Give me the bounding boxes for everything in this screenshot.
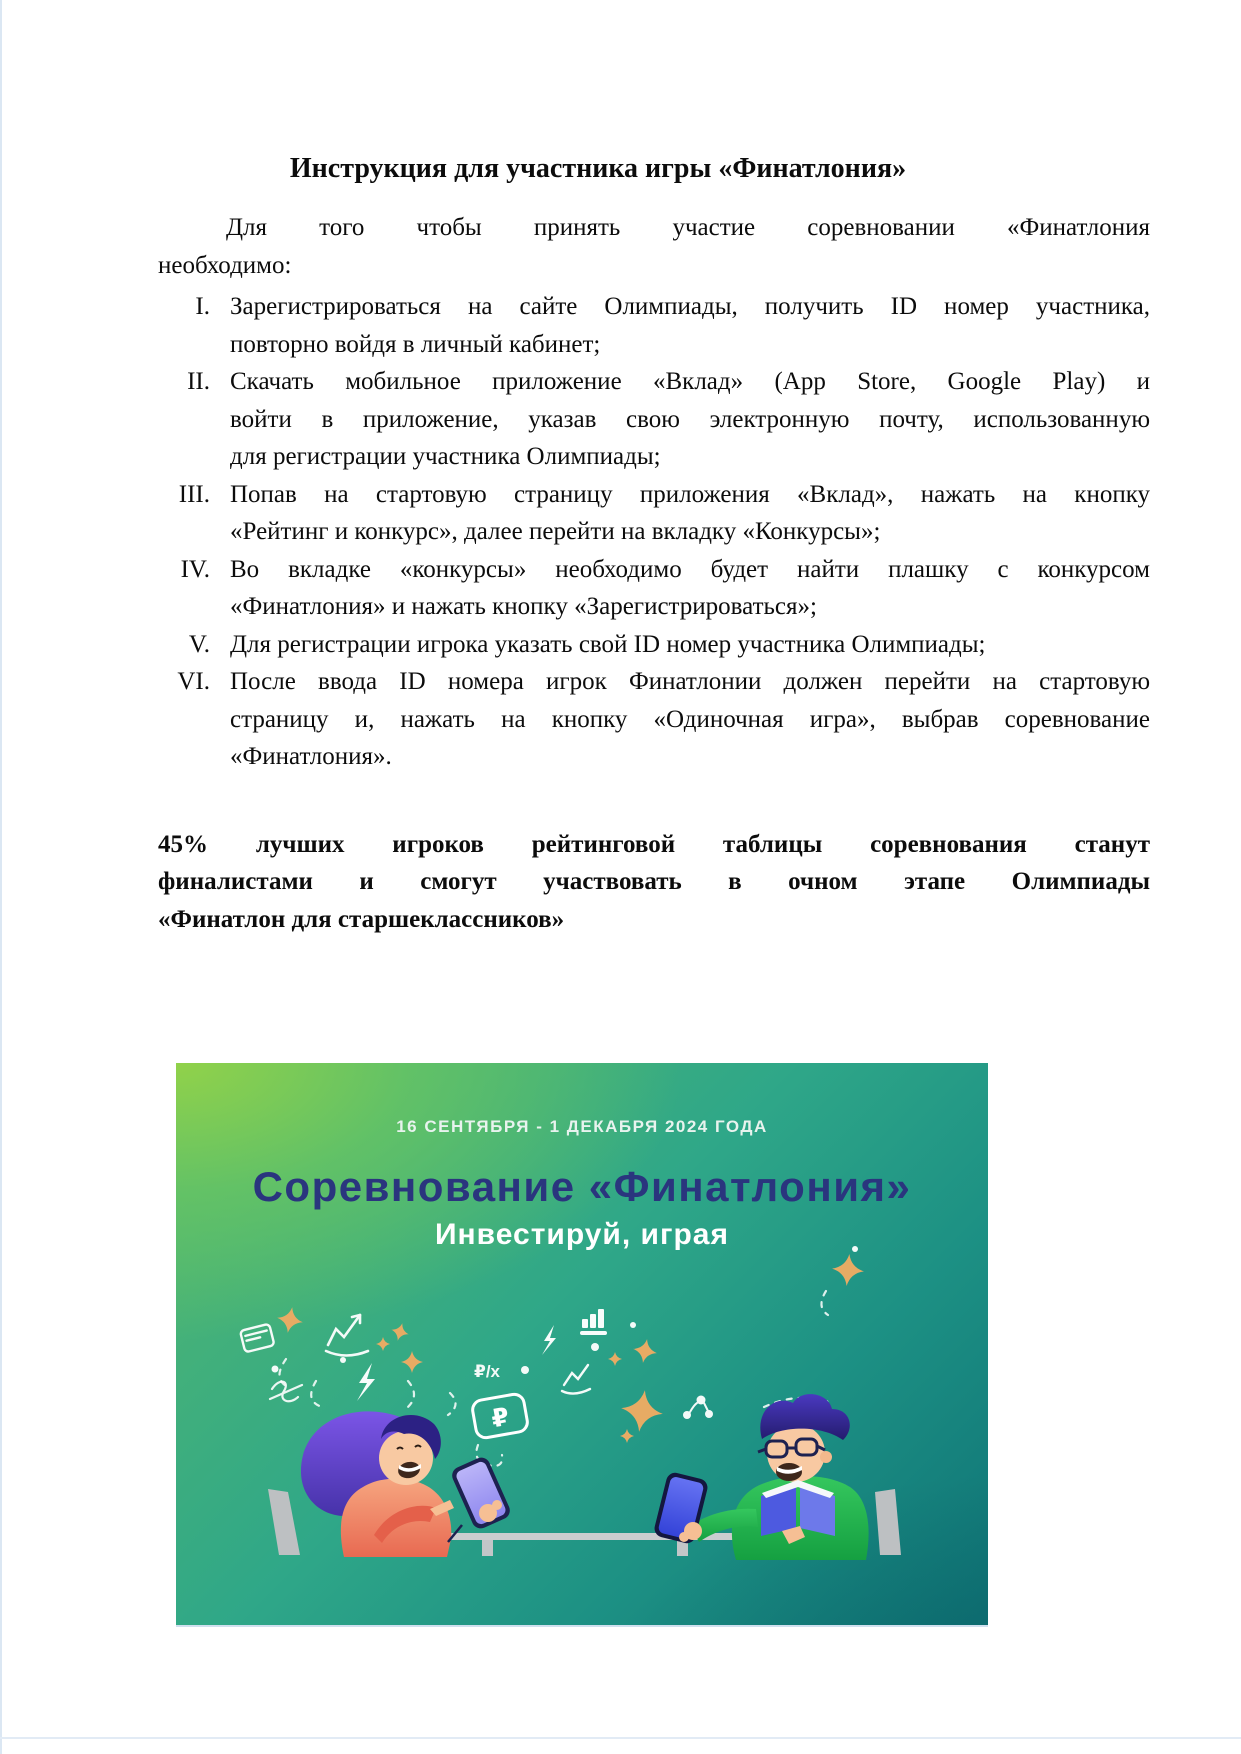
scan-artifact-left bbox=[0, 0, 2, 1754]
ruble-formula-text: ₽/x bbox=[474, 1362, 501, 1381]
text-line: Скачать мобильное приложение «Вклад» (App Store, Google Play) и bbox=[230, 368, 1150, 395]
bar-chart-icon bbox=[580, 1309, 607, 1335]
list-item-text bbox=[230, 288, 1150, 363]
list-item bbox=[158, 288, 1150, 363]
boy-phone-thumb bbox=[679, 1532, 689, 1542]
list-item-text bbox=[230, 663, 1150, 776]
list-item-text bbox=[230, 626, 1150, 664]
document-content bbox=[158, 0, 1150, 938]
list-item bbox=[158, 626, 1150, 664]
line-chart-icon bbox=[326, 1315, 368, 1356]
list-item-text bbox=[230, 363, 1150, 476]
girl-phone bbox=[449, 1455, 512, 1532]
lightning-icon bbox=[542, 1325, 556, 1355]
list-marker: III. bbox=[178, 480, 210, 508]
svg-text:₽: ₽ bbox=[489, 1402, 512, 1434]
text-line: «Финатлония». bbox=[230, 743, 392, 770]
intro-paragraph bbox=[158, 209, 1150, 284]
text-line: страницу и, нажать на кнопку «Одиночная игра», выбрав соревнование bbox=[230, 705, 1150, 733]
chair-left bbox=[268, 1489, 300, 1555]
numbered-list bbox=[158, 288, 1150, 776]
text-line: 45% лучших игроков рейтинговой таблицы соревнования станут bbox=[158, 830, 1150, 858]
text-line: «Финатлон для старшеклассников» bbox=[158, 905, 565, 933]
share-molecule-icon bbox=[683, 1396, 713, 1420]
text-line: войти в приложение, указав свою электронную почту, использованную bbox=[230, 405, 1150, 433]
list-marker: I. bbox=[195, 293, 210, 320]
mini-chart-icon bbox=[562, 1365, 590, 1394]
text-line: финалистами и смогут участвовать в очном этапе Олимпиады bbox=[158, 868, 1150, 895]
girl-holding-thumb bbox=[492, 1500, 502, 1510]
text-line: «Финатлония» и нажать кнопку «Зарегистрироваться»; bbox=[230, 593, 817, 620]
text-line: Попав на стартовую страницу приложения «Вклад», нажать на кнопку bbox=[230, 480, 1150, 508]
poster-image bbox=[176, 1063, 988, 1627]
chair-right bbox=[875, 1489, 901, 1555]
text-line: «Рейтинг и конкурс», далее перейти на вкладку «Конкурсы»; bbox=[230, 518, 881, 545]
list-marker: IV. bbox=[180, 555, 210, 583]
boy-ear bbox=[820, 1451, 832, 1463]
text-line: повторно войдя в личный кабинет; bbox=[230, 330, 601, 358]
list-item bbox=[158, 663, 1150, 776]
poster-subtitle: Инвестируй, играя bbox=[434, 1218, 730, 1251]
poster-dates: 16 СЕНТЯБРЯ - 1 ДЕКАБРЯ 2024 ГОДА bbox=[396, 1117, 768, 1136]
list-marker: VI. bbox=[177, 668, 210, 695]
poster-title: Соревнование «Финатлония» bbox=[252, 1163, 912, 1210]
scribble-icon bbox=[270, 1382, 302, 1402]
page-title: Инструкция для участника игры «Финатлония» bbox=[289, 153, 907, 184]
list-item bbox=[158, 363, 1150, 476]
text-line: После ввода ID номера игрок Финатлонии должен перейти на стартовую bbox=[230, 668, 1150, 695]
highlight-paragraph bbox=[158, 826, 1150, 939]
text-line: Во вкладке «конкурсы» необходимо будет найти плашку с конкурсом bbox=[230, 555, 1150, 583]
list-item bbox=[158, 551, 1150, 626]
text-line: для регистрации участника Олимпиады; bbox=[230, 443, 661, 470]
list-item-text bbox=[230, 551, 1150, 626]
list-marker: V. bbox=[188, 630, 210, 658]
scan-artifact-bottom bbox=[0, 1737, 1241, 1739]
list-marker: II. bbox=[187, 368, 210, 395]
list-item-text bbox=[230, 476, 1150, 551]
card-icon bbox=[240, 1324, 274, 1353]
intro-line: Для того чтобы принять участие соревновании «Финатлония bbox=[226, 214, 1150, 241]
list-item bbox=[158, 476, 1150, 551]
ruble-badge-icon bbox=[471, 1393, 529, 1439]
text-line: Для регистрации игрока указать свой ID номер участника Олимпиады; bbox=[230, 630, 986, 658]
intro-line: необходимо: bbox=[158, 251, 292, 279]
lightning-icon bbox=[357, 1363, 375, 1401]
table bbox=[407, 1533, 763, 1556]
poster-illustration bbox=[176, 1063, 988, 1625]
boy-character bbox=[653, 1394, 869, 1560]
text-line: Зарегистрироваться на сайте Олимпиады, получить ID номер участника, bbox=[230, 293, 1150, 320]
